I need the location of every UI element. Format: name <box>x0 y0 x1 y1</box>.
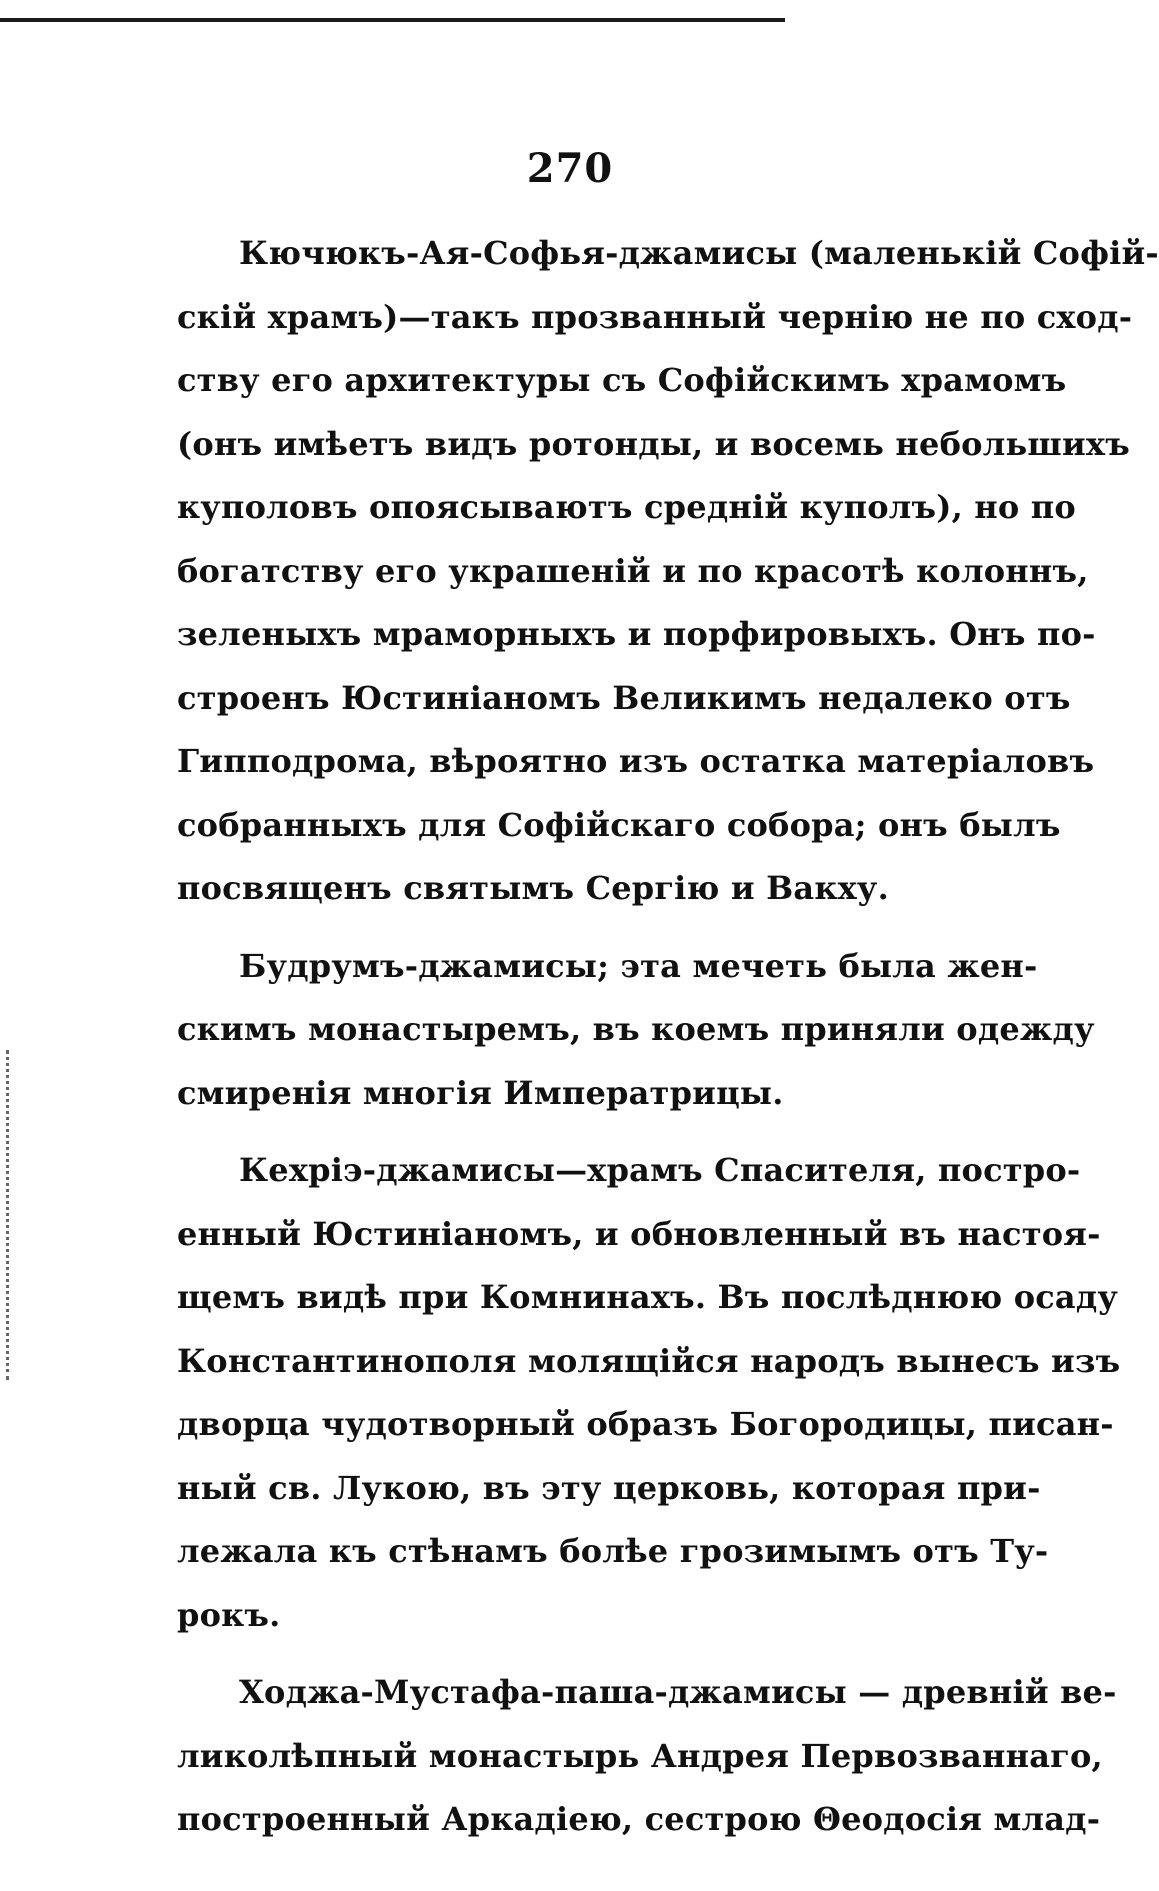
text-line: смиренія многія Императрицы. <box>177 1073 784 1112</box>
paragraph-gap <box>177 921 1022 935</box>
body-text <box>177 222 1159 1852</box>
paragraph-budrum <box>177 935 1095 1126</box>
binding-edge-marks <box>6 1050 12 1380</box>
top-border-rule <box>0 18 785 22</box>
page-number: 270 <box>526 145 614 192</box>
paragraph-kuchuk-aya-sofya <box>177 222 1159 921</box>
text-line: Кючюкъ-Ая-Софья-джамисы (маленькій Софій- <box>239 234 1159 272</box>
text-line: богатству его украшеній и по красотѣ колоннъ, <box>177 551 1089 590</box>
text-line: ликолѣпный монастырь Андрея Первозваннаго, <box>177 1736 1103 1775</box>
text-line: ный св. Лукою, въ эту церковь, которая при- <box>177 1468 1041 1507</box>
text-line: построенный Аркадіею, сестрою Θеодосія млад- <box>177 1800 1101 1838</box>
paragraph-kehrie <box>177 1139 1121 1647</box>
text-line: посвященъ святымъ Сергію и Вакху. <box>177 869 889 907</box>
text-line: куполовъ опоясываютъ средній куполъ), но по <box>177 488 1076 526</box>
paragraph-khoja-mustafa-pasha <box>177 1661 1117 1852</box>
text-line: скимъ монастыремъ, въ коемъ приняли одежду <box>177 1010 1095 1048</box>
text-line: дворца чудотворный образъ Богородицы, писан- <box>177 1405 1114 1443</box>
text-line: лежала къ стѣнамъ болѣе грозимымъ отъ Ту- <box>177 1532 1049 1570</box>
text-line: Гипподрома, вѣроятно изъ остатка матеріаловъ <box>177 742 1095 780</box>
text-line: скій храмъ)—такъ прозванный чернію не по сход- <box>177 297 1133 336</box>
text-line: Константинополя молящійся народъ вынесъ изъ <box>177 1341 1121 1380</box>
text-line: Ходжа-Мустафа-паша-джамисы — древній ве- <box>239 1673 1117 1711</box>
text-line: рокъ. <box>177 1595 281 1634</box>
text-line: (онъ имѣетъ видъ ротонды, и восемь небольшихъ <box>177 424 1130 463</box>
paragraph-gap <box>177 1647 1022 1661</box>
text-line: Кехріэ-джамисы—храмъ Спасителя, постро- <box>239 1151 1081 1189</box>
text-line: енный Юстиніаномъ, и обновленный въ настоя- <box>177 1214 1101 1253</box>
text-line: ству его архитектуры съ Софійскимъ храмомъ <box>177 361 1067 399</box>
text-line: зеленыхъ мраморныхъ и порфировыхъ. Онъ по- <box>177 615 1096 653</box>
text-line: собранныхъ для Софійскаго собора; онъ былъ <box>177 805 1061 844</box>
text-line: строенъ Юстиніаномъ Великимъ недалеко отъ <box>177 678 1071 717</box>
paragraph-gap <box>177 1125 1022 1139</box>
text-line: Будрумъ-джамисы; эта мечеть была жен- <box>239 946 1038 985</box>
text-line: щемъ видѣ при Комнинахъ. Въ послѣднюю осаду <box>177 1278 1119 1316</box>
